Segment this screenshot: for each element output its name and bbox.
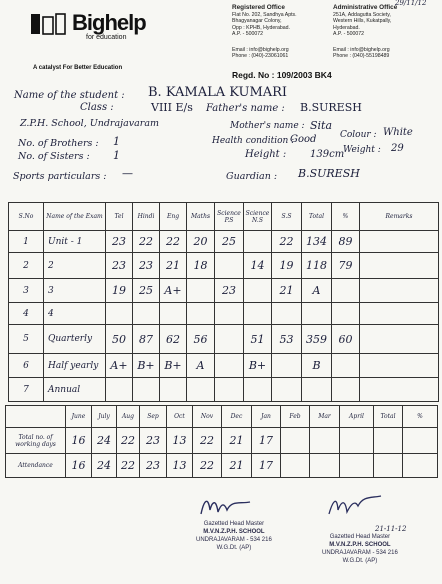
marks-cell-sno: 3 (9, 279, 44, 303)
marks-row (9, 325, 439, 354)
marks-cell-exam: Quarterly (44, 325, 106, 354)
colour-value: White (383, 127, 413, 138)
marks-cell-remarks (360, 378, 439, 402)
working-days-cell (403, 428, 438, 454)
marks-cell-ss (272, 354, 302, 378)
marks-cell-eng: 22 (160, 231, 187, 253)
student-class: VIII E/s (151, 101, 193, 114)
sisters-label: No. of Sisters : (18, 151, 90, 162)
top-date: 29/11/12 (395, 0, 427, 7)
left-stamp-line: UNDRAJAVARAM - 534 216 (196, 537, 272, 543)
marks-cell-maths: A (187, 354, 215, 378)
working-days-cell: 24 (92, 428, 117, 454)
marks-cell-hindi: 22 (133, 231, 160, 253)
header-percent: % (332, 203, 360, 231)
month-header: % (403, 406, 438, 428)
marks-row (9, 231, 439, 253)
marks-cell-exam: Half yearly (44, 354, 106, 378)
admin-email: Email : info@bighelp.org (333, 46, 390, 53)
month-header: April (340, 406, 374, 428)
sports-value: — (122, 167, 133, 180)
height-label: Height : (245, 149, 287, 160)
marks-cell-remarks (360, 231, 439, 253)
student-name: B. KAMALA KUMARI (148, 85, 288, 100)
marks-cell-sno: 4 (9, 303, 44, 325)
marks-cell-remarks (360, 279, 439, 303)
marks-cell-percent: 60 (332, 325, 360, 354)
tagline: A catalyst For Better Education (33, 65, 123, 71)
marks-cell-remarks (360, 354, 439, 378)
brothers-count: 1 (113, 135, 120, 148)
brothers-label: No. of Brothers : (18, 138, 99, 149)
marks-cell-exam: Unit - 1 (44, 231, 106, 253)
working-days-cell: 17 (252, 428, 281, 454)
marks-cell-tel: 50 (106, 325, 133, 354)
working-days-cell: 21 (222, 428, 252, 454)
marks-cell-eng: 62 (160, 325, 187, 354)
attendance-corner (6, 406, 66, 428)
left-stamp-line: Gazetted Head Master (203, 521, 265, 527)
attendance-cell: 22 (193, 454, 222, 478)
header-maths: Maths (187, 203, 215, 231)
reg-line: Opp : KPHB, Hyderabad. (232, 24, 290, 31)
header-eng: Eng (160, 203, 187, 231)
attendance-row (6, 454, 438, 478)
header-hindi: Hindi (133, 203, 160, 231)
mother-name: Sita (310, 119, 333, 132)
marks-cell-total (302, 378, 332, 402)
class-label: Class : (80, 102, 114, 113)
marks-row (9, 253, 439, 279)
month-header: June (66, 406, 92, 428)
marks-cell-maths: 20 (187, 231, 215, 253)
marks-cell-remarks (360, 253, 439, 279)
right-stamp-line: UNDRAJAVARAM - 534 216 (322, 550, 398, 556)
header-ns: Science N.S (244, 203, 272, 231)
right-stamp (322, 533, 398, 565)
attendance-header-row (6, 406, 438, 428)
marks-cell-ns (244, 303, 272, 325)
reg-line: Bhagyanagar Colony, (232, 18, 282, 25)
attendance-cell: 21 (222, 454, 252, 478)
marks-row (9, 378, 439, 402)
attendance-cell (374, 454, 403, 478)
marks-cell-total: A (302, 279, 332, 303)
attendance-cell: 23 (140, 454, 167, 478)
admin-office (333, 4, 397, 59)
month-header: Sep (140, 406, 167, 428)
working-days-cell: 23 (140, 428, 167, 454)
brand-sub: for education (86, 34, 127, 41)
header-sno: S.No (9, 203, 44, 231)
marks-cell-eng: B+ (160, 354, 187, 378)
working-days-cell (310, 428, 340, 454)
marks-cell-tel: 23 (106, 253, 133, 279)
marks-cell-total: B (302, 354, 332, 378)
marks-cell-total: 118 (302, 253, 332, 279)
header-ps: Science P.S (215, 203, 244, 231)
marks-cell-hindi (133, 303, 160, 325)
working-days-cell: 22 (193, 428, 222, 454)
health-value: Good (290, 134, 317, 145)
header-ss: S.S (272, 203, 302, 231)
marks-header-row (9, 203, 439, 231)
attendance-cell: 17 (252, 454, 281, 478)
marks-cell-ss: 53 (272, 325, 302, 354)
reg-line: A.P. - 500072 (232, 31, 264, 38)
marks-cell-remarks (360, 325, 439, 354)
reg-phone: Phone : (040)-23061061 (232, 53, 289, 60)
working-days-cell: 22 (117, 428, 140, 454)
bighelp-logo-icon (30, 13, 66, 35)
marks-cell-remarks (360, 303, 439, 325)
marks-cell-percent: 79 (332, 253, 360, 279)
working-days-cell (374, 428, 403, 454)
marks-cell-ns: B+ (244, 354, 272, 378)
attendance-table (5, 405, 438, 478)
month-header: July (92, 406, 117, 428)
working-days-cell (340, 428, 374, 454)
marks-cell-exam: 4 (44, 303, 106, 325)
marks-cell-tel: A+ (106, 354, 133, 378)
attendance-label: Attendance (6, 454, 66, 478)
marks-cell-maths: 56 (187, 325, 215, 354)
working-days-cell (281, 428, 310, 454)
marks-table (8, 202, 439, 402)
marks-cell-exam: Annual (44, 378, 106, 402)
marks-cell-ss (272, 303, 302, 325)
right-stamp-line: M.V.N.Z.P.H. SCHOOL (329, 542, 391, 548)
marks-row (9, 303, 439, 325)
admin-line: Hyderabad. (333, 24, 360, 31)
marks-cell-ss (272, 378, 302, 402)
colour-label: Colour : (340, 130, 377, 140)
admin-line: A.P. - 500072 (333, 31, 365, 38)
health-label: Health condition : (212, 136, 295, 146)
marks-cell-hindi: 23 (133, 253, 160, 279)
school-name: Z.P.H. School, Undrajavaram (20, 118, 159, 129)
marks-cell-sno: 1 (9, 231, 44, 253)
marks-cell-ns (244, 231, 272, 253)
father-name: B.SURESH (300, 101, 362, 114)
right-stamp-line: W.G.Dt. (AP) (342, 558, 378, 564)
marks-cell-ps (215, 378, 244, 402)
marks-cell-percent (332, 378, 360, 402)
registered-office-title: Registered Office (232, 4, 285, 11)
attendance-cell (310, 454, 340, 478)
regd-number: Regd. No : 109/2003 BK4 (232, 70, 332, 80)
sisters-count: 1 (113, 149, 120, 162)
marks-row (9, 354, 439, 378)
month-header: Nov (193, 406, 222, 428)
working-days-cell: 16 (66, 428, 92, 454)
header-tel: Tel (106, 203, 133, 231)
marks-cell-maths (187, 378, 215, 402)
marks-cell-ps (215, 354, 244, 378)
marks-cell-ns (244, 378, 272, 402)
right-stamp-line: Gazetted Head Master (329, 534, 391, 540)
left-stamp-line: M.V.N.Z.P.H. SCHOOL (203, 529, 265, 535)
marks-cell-percent (332, 354, 360, 378)
reg-line: Flat No. 202, Sandhya Apts. (232, 12, 297, 18)
reg-email: Email : info@bighelp.org (232, 46, 289, 53)
marks-cell-ps (215, 325, 244, 354)
marks-cell-tel: 19 (106, 279, 133, 303)
marks-cell-sno: 6 (9, 354, 44, 378)
height-value: 139cm (310, 149, 345, 160)
marks-cell-tel (106, 303, 133, 325)
header-exam: Name of the Exam (44, 203, 106, 231)
right-stamp-date: 21-11-12 (375, 525, 407, 533)
guardian-label: Guardian : (226, 171, 278, 182)
marks-cell-ss: 19 (272, 253, 302, 279)
marks-cell-hindi: B+ (133, 354, 160, 378)
marks-cell-total (302, 303, 332, 325)
marks-cell-tel (106, 378, 133, 402)
registered-office (232, 4, 297, 59)
marks-cell-exam: 2 (44, 253, 106, 279)
marks-cell-ns: 51 (244, 325, 272, 354)
marks-cell-ps (215, 253, 244, 279)
month-header: Aug (117, 406, 140, 428)
marks-cell-maths (187, 279, 215, 303)
month-header: Feb (281, 406, 310, 428)
right-signature (325, 490, 385, 520)
brand-name: Bighelp (72, 10, 146, 35)
attendance-cell (403, 454, 438, 478)
guardian-name: B.SURESH (298, 167, 360, 180)
admin-office-title: Administrative Office (333, 4, 398, 11)
month-header: Mar (310, 406, 340, 428)
left-stamp (196, 520, 272, 552)
marks-cell-tel: 23 (106, 231, 133, 253)
mother-label: Mother's name : (230, 121, 305, 131)
attendance-cell: 13 (167, 454, 193, 478)
marks-cell-hindi: 25 (133, 279, 160, 303)
admin-line: 251A, Addagutta Society, (333, 12, 391, 18)
marks-cell-hindi (133, 378, 160, 402)
attendance-cell: 16 (66, 454, 92, 478)
month-header: Jan (252, 406, 281, 428)
marks-cell-sno: 5 (9, 325, 44, 354)
marks-cell-ss: 21 (272, 279, 302, 303)
marks-row (9, 279, 439, 303)
father-label: Father's name : (206, 103, 285, 114)
marks-cell-eng: A+ (160, 279, 187, 303)
header-total: Total (302, 203, 332, 231)
weight-value: 29 (391, 143, 404, 154)
header-remarks: Remarks (360, 203, 439, 231)
left-signature (196, 492, 256, 522)
month-header: Total (374, 406, 403, 428)
month-header: Oct (167, 406, 193, 428)
marks-cell-ss: 22 (272, 231, 302, 253)
marks-cell-percent (332, 303, 360, 325)
marks-cell-percent (332, 279, 360, 303)
marks-cell-ns: 14 (244, 253, 272, 279)
marks-cell-sno: 7 (9, 378, 44, 402)
marks-cell-percent: 89 (332, 231, 360, 253)
marks-cell-maths (187, 303, 215, 325)
admin-line: Western Hills, Kukatpally, (333, 18, 392, 25)
working-days-label: Total no. of working days (6, 428, 66, 454)
marks-cell-ps: 25 (215, 231, 244, 253)
marks-cell-ns (244, 279, 272, 303)
marks-cell-eng (160, 303, 187, 325)
name-label: Name of the student : (14, 90, 125, 101)
weight-label: Weight : (343, 145, 381, 155)
attendance-cell: 22 (117, 454, 140, 478)
attendance-cell: 24 (92, 454, 117, 478)
marks-cell-total: 134 (302, 231, 332, 253)
marks-cell-maths: 18 (187, 253, 215, 279)
sports-label: Sports particulars : (13, 171, 107, 182)
attendance-cell (281, 454, 310, 478)
admin-phone: Phone : (040)-55198489 (333, 53, 390, 60)
marks-cell-ps: 23 (215, 279, 244, 303)
marks-cell-eng (160, 378, 187, 402)
working-days-cell: 13 (167, 428, 193, 454)
attendance-cell (340, 454, 374, 478)
marks-cell-total: 359 (302, 325, 332, 354)
month-header: Dec (222, 406, 252, 428)
marks-cell-hindi: 87 (133, 325, 160, 354)
marks-cell-exam: 3 (44, 279, 106, 303)
left-stamp-line: W.G.Dt. (AP) (216, 545, 252, 551)
marks-cell-eng: 21 (160, 253, 187, 279)
marks-cell-ps (215, 303, 244, 325)
working-days-row (6, 428, 438, 454)
marks-cell-sno: 2 (9, 253, 44, 279)
